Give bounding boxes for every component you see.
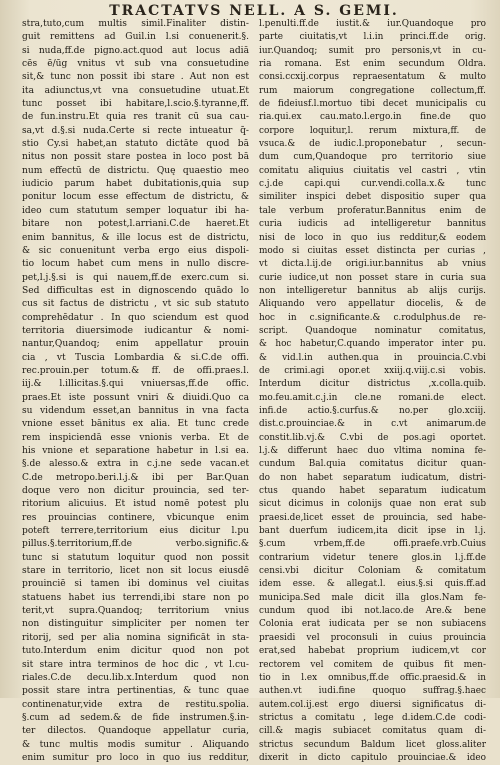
text-line: cēs ē/ūg vnitus vt sub vna consuetudine (22, 59, 249, 70)
text-line: ria.qui.ex cau.mato.l.ergo.in fine.de quo (259, 112, 486, 123)
text-line: curie iudice,ut non posset stare in curia sua (259, 272, 486, 283)
text-line: & tunc multis modis sumitur . Aliquando (22, 739, 249, 750)
text-line: §.cum ad sedem.& de fide instrumen.§.in- (22, 712, 249, 723)
text-line: ctus quando habet separatum iudicatum (259, 486, 486, 497)
text-line: comprehēdatur . In quo sciendum est quod (22, 312, 249, 323)
text-line: pet,l.j.§.si is qui nauem,ff.de exerc.cum si. (22, 272, 249, 283)
text-line: ria romana. Est enim secundum Oldra. (259, 59, 486, 70)
left-column (22, 18, 249, 765)
text-line: parte ciuitatis,vt l.i.in princi.ff.de orig. (259, 32, 486, 43)
text-line: strictus secundum Baldum licet gloss.aliter (259, 739, 486, 750)
text-line: nantur,Quandoq; enim appellatur prouin (22, 339, 249, 350)
text-line: ritorij, sed per alia nomina significāt in sta- (22, 632, 249, 643)
text-line: bitare non potest,l.arriani.C.de haeret.Et (22, 219, 249, 230)
text-line: cundum Bal.quia comitatus dicitur quan- (259, 459, 486, 470)
text-line: rectorem vel comitem de quibus fit men- (259, 659, 486, 670)
text-line: & sic conuenitunt verba ergo eius dispoli- (22, 245, 249, 256)
text-line: praesidi vel proconsuli in cuius prouincia (259, 632, 486, 643)
right-column (259, 18, 486, 765)
text-line: iij.& l.illicitas.§.qui vniuersas,ff.de offic. (22, 379, 249, 390)
text-line: idem esse. & allegat.l. eius.§.si quis.ff.ad (259, 579, 486, 590)
text-line: c.j.de capi.qui cur.vendi.colla.x.& tunc (259, 179, 486, 190)
text-line: Sed difficultas est in dignoscendo quādo lo (22, 285, 249, 296)
text-line: autem.col.ij.est ergo diuersi significatus di- (259, 699, 486, 710)
text-line: cus sit factus de districtu , vt sic sub statuto (22, 299, 249, 310)
text-line: tale verbum proferatur.Bannitus enim de (259, 205, 486, 216)
text-line: praesi.de,licet esset de prouincia, sed habe- (259, 512, 486, 523)
text-line: dum cum,Quandoque pro territorio siue (259, 152, 486, 163)
text-line: sit,& tunc non possit ibi stare . Aut non est (22, 72, 249, 83)
text-line: authen.vt iudi.fine quoquo suffrag.§.haec (259, 686, 486, 697)
text-line: res prouincias continere, vbicunque enim (22, 512, 249, 523)
text-line: de fun.instru.Et quia res tranit cū sua cau- (22, 112, 249, 123)
text-line: vnione esset bānitus ex alia. Et tunc crede (22, 419, 249, 430)
text-line: strictus a comitatu , lege d.idem.C.de codi- (259, 712, 486, 723)
text-line: §.de alesso.& extra in c.j.ne sede vacan.et (22, 459, 249, 470)
text-line: do non habet separatum iudicatum, distri- (259, 472, 486, 483)
text-line: tunc si statutum loquitur quod non possit (22, 552, 249, 563)
text-line: statuens habet ius terrendi,ibi stare non po (22, 592, 249, 603)
text-line: possit stare intra pertinentias, & tunc quae (22, 686, 249, 697)
text-line: script. Quandoque nominatur comitatus, (259, 325, 486, 336)
text-line: & hoc habetur,C.quando imperator inter pu. (259, 339, 486, 350)
text-line: prouinciē si tamen ibi dominus vel ciuitas (22, 579, 249, 590)
text-line: dist.c.prouinciae.& in c.vt animarum.de (259, 419, 486, 430)
text-line: terit,vt supra.Quandoq; territorium vnius (22, 606, 249, 617)
text-line: erat,sed habebat proprium iudicem,vt cor (259, 646, 486, 657)
text-line: his vnione et separatione habetur in l.si ea. (22, 446, 249, 456)
text-line: tio locum habet cum mens in nullo discre- (22, 259, 249, 270)
text-line: de crimi.agi opor.et xxiij.q.viij.c.si vobis. (259, 365, 486, 376)
text-line: hoc in c.significante.& c.rodulphus.de re- (259, 312, 486, 323)
text-line: l.penulti.ff.de iustit.& iur.Quandoque pro (259, 19, 486, 29)
text-line: ritorium alicuius. Et istud nomē potest plu (22, 499, 249, 510)
text-line: ter dilectos. Quandoque appellatur curia, (22, 726, 249, 737)
text-line: su videndum esset,an bannitus in vna facta (22, 405, 249, 416)
text-line: rec.prouin.per totum.& ff. de offi.praes.l. (22, 365, 249, 376)
text-line: cill.& magis subiacet comitatus quam di- (259, 726, 486, 737)
text-line: stio Cy.si habet,an statuto dictāte quod bā (22, 139, 249, 150)
text-line: ponitur locum esse effectum de districtu, & (22, 192, 249, 203)
text-line: corpore loquitur,l. rerum mixtura,ff. de (259, 125, 486, 136)
text-line: rem inspiciendā esse vnionis verba. Et de (22, 432, 249, 443)
text-line: tio in l.ex omnibus,ff.de offic.praesid.& in (259, 672, 486, 683)
text-line: & vid.l.in authen.qua in prouincia.C.vbi (259, 352, 486, 363)
text-line: vsuca.& de iudic.l.proponebatur , secun- (259, 139, 486, 150)
text-line: non distinguitur simpliciter per nomen ter (22, 619, 249, 630)
text-line: iur.Quandoq; sumit pro personis,vt in cu- (259, 45, 486, 56)
text-line: §.cum vrbem,ff.de offi.praefe.vrb.Cuius (259, 539, 486, 550)
text-line: ideo cum statutum semper loquatur ibi ha- (22, 205, 249, 216)
text-line: tunc posset ibi habitare,l.scio.§.tyranne,ff. (22, 99, 249, 110)
running-head: TRACTATVS NELL. A S. GEMI. (109, 3, 399, 19)
text-line: bant duerfum iudicem,ita dicit ipse in l.j. (259, 526, 486, 537)
text-line: comitatu aliquius ciuitatis vel castri , vtin (259, 165, 486, 176)
text-line: territoria diuersimode iudicantur & nomi- (22, 325, 249, 336)
text-line: C.de metropo.beri.l.j.& ibi per Bar.Quan (22, 472, 249, 483)
text-line: mo.feu.amit.c.j.in cle.ne romani.de elect. (259, 392, 486, 403)
text-line: doque vero non dicitur prouincia, sed ter- (22, 486, 249, 497)
text-line: municipa.Sed male dicit illa glos.Nam fe- (259, 592, 486, 603)
text-line: de fideiusf.l.mortuo tibi decet municipalis cu (259, 99, 486, 110)
text-line: nisi de loco in quo ius redditur,& eodem (259, 232, 486, 243)
text-line: cundum quod ibi not.laco.de Are.& bene (259, 606, 486, 617)
text-line: dixerit in dicto capitulo prouinciae.& ideo (259, 752, 486, 763)
text-line: sit stare intra terminos de hoc dic , vt l.cu- (22, 659, 249, 670)
text-line: pillus.§.territorium,ff.de verbo.signific.& (22, 539, 249, 550)
text-line: non intelligeretur bannitus ab alijs curijs. (259, 285, 486, 296)
text-line: censi.vbi dicitur Coloniam & comitatum (259, 566, 486, 577)
text-line: cia , vt Tuscia Lombardia & si.C.de offi. (22, 352, 249, 363)
text-line: curia iudicis ad intelligeretur bannitus (259, 219, 486, 230)
text-line: poteft terrere,territorium eius dicitur l.pu (22, 526, 249, 537)
text-line: Aliquando vero appellatur diocelis, & de (259, 299, 486, 310)
text-line: ita adiunctus,vt vna consuetudine utuat.Et (22, 85, 249, 96)
text-line: contrarium videtur tenere glos.in l.j.ff.de (259, 552, 486, 563)
text-line: sa,vt d.§.si nuda.Certe si recte intueatur q̄- (22, 125, 249, 136)
text-line: l.j.& differunt haec duo vltima nomina fe- (259, 446, 486, 456)
text-line: guit remittens ad Guil.in l.si conuenerit.§. (22, 32, 249, 43)
text-line: Interdum dicitur districtus ,x.colla.quib. (259, 379, 486, 390)
text-line: iudicio parum habet dubitationis,quia sup (22, 179, 249, 190)
text-line: rum maiorum congregatione collectum,ff. (259, 85, 486, 96)
text-line: modo si ciuitas esset distincta per curias , (259, 245, 486, 256)
text-line: enim sumitur pro loco in quo ius redditur, (22, 752, 249, 763)
text-line: enim bannitus, & ille locus est de districtu, (22, 232, 249, 243)
text-line: si nuda,ff.de pigno.act.quod aut locus adiā (22, 45, 249, 56)
text-line: vt dicta.l.ij.de origi.iur.bannitus ab vnius (259, 259, 486, 270)
text-line: num effectū de districtu. Quę quaestio meo (22, 165, 249, 176)
text-line: constit.lib.vj.& C.vbi de pos.agi oportet. (259, 432, 486, 443)
text-line: stare in territorio, licet non sit locus eiusdē (22, 566, 249, 577)
text-line: nitus non possit stare postea in loco post bā (22, 152, 249, 163)
text-line: tuto.Interdum enim dicitur quod non pot (22, 646, 249, 657)
text-line: consi.ccxij.corpus repraesentatum & multo (259, 72, 486, 83)
text-line: similiter inspici debet dispositio super qua (259, 192, 486, 203)
text-line: infi.de actio.§.curfus.& no.per glo.xciij. (259, 405, 486, 416)
text-line: continenatur,vide extra de restitu.spolia. (22, 699, 249, 710)
text-line: sicut dicimus in colonijs quae non erat sub (259, 499, 486, 510)
text-line: riales.C.de decu.lib.x.Interdum quod non (22, 672, 249, 683)
text-line: Colonia erat iudicata per se non subiacens (259, 619, 486, 630)
text-columns (22, 18, 486, 765)
text-line: stra,tuto,cum multis simil.Finaliter distin- (22, 19, 249, 29)
text-line: praes.Et iste possunt vniri & diuidi.Quo ca (22, 392, 249, 403)
